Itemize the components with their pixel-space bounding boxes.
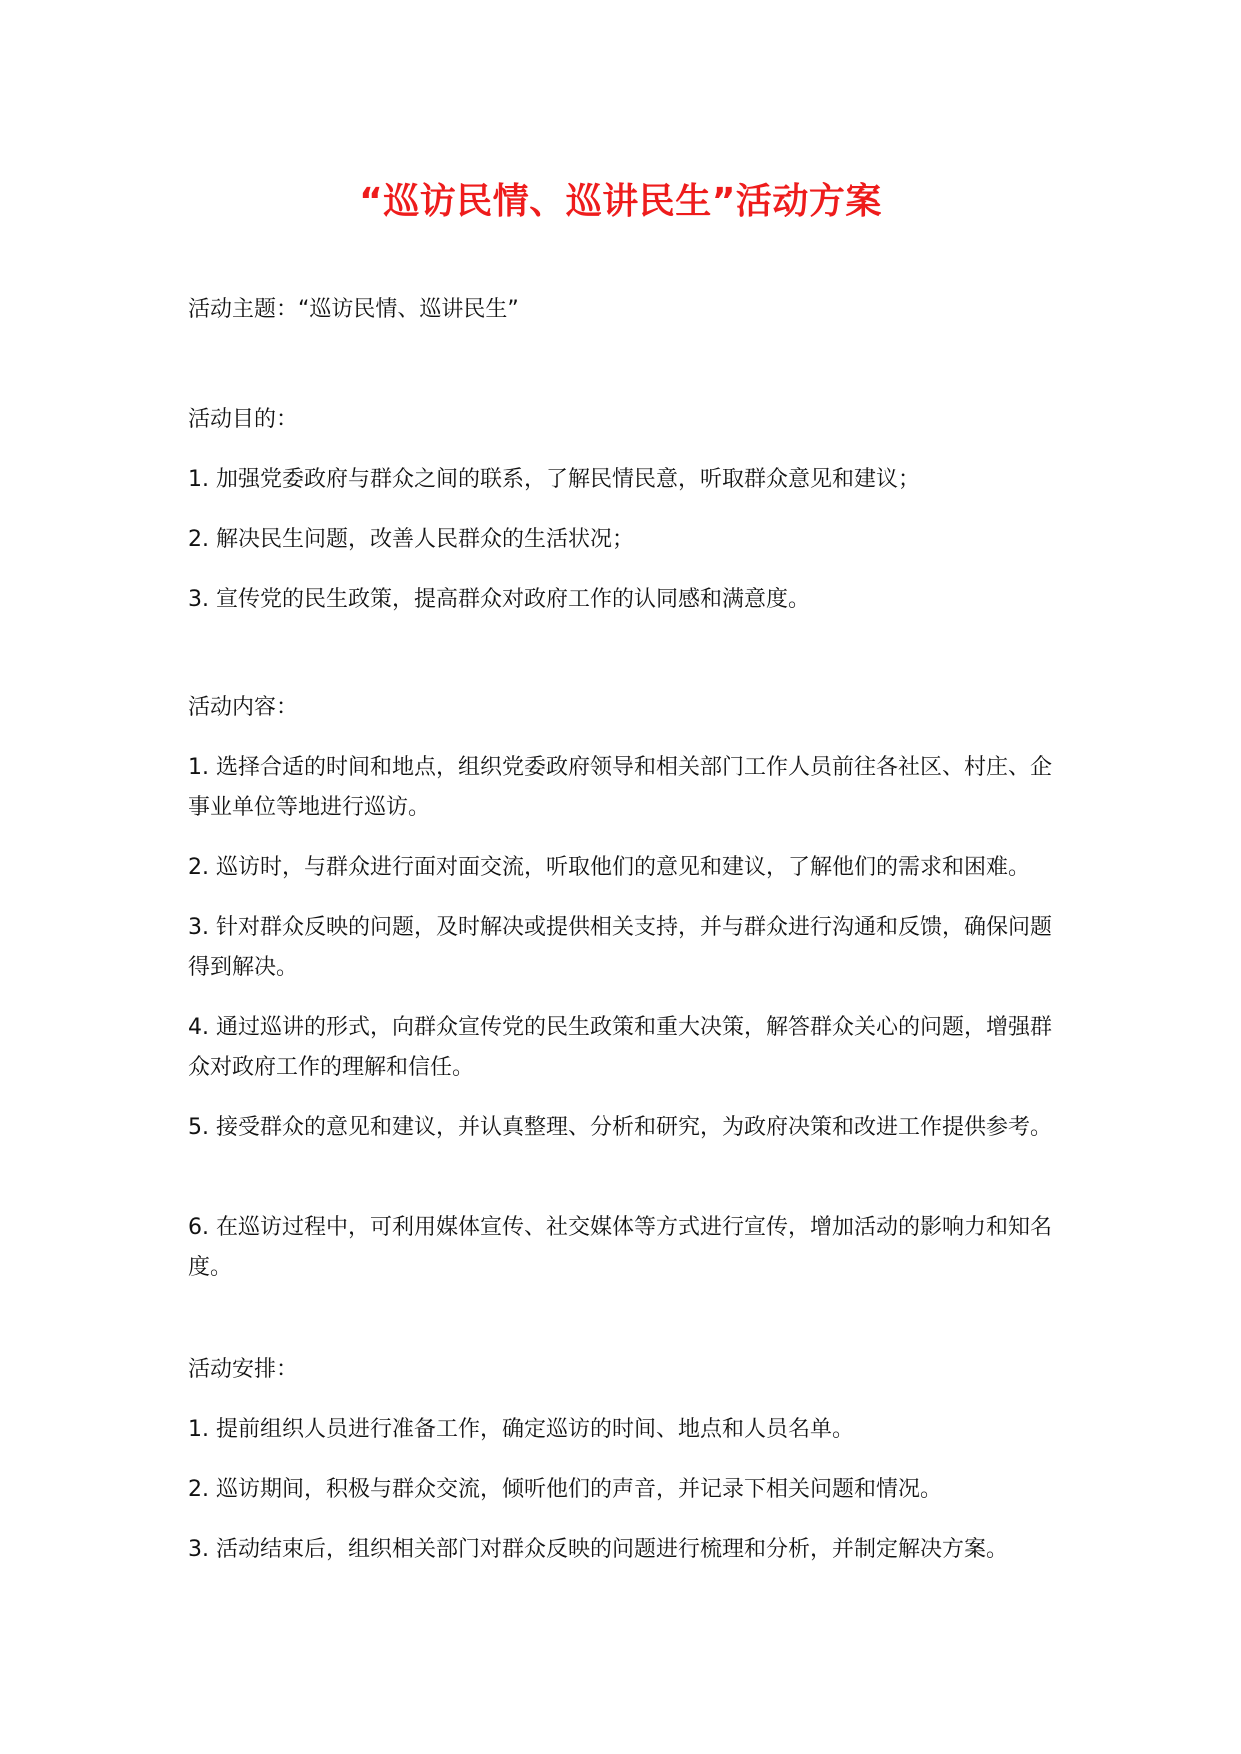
document-title: “巡访民情、巡讲民生”活动方案 bbox=[359, 181, 882, 222]
purpose-item: 3. 宣传党的民生政策，提高群众对政府工作的认同感和满意度。 bbox=[188, 587, 810, 612]
arrangement-item: 1. 提前组织人员进行准备工作，确定巡访的时间、地点和人员名单。 bbox=[188, 1417, 854, 1442]
arrangement-item: 3. 活动结束后，组织相关部门对群众反映的问题进行梳理和分析，并制定解决方案。 bbox=[188, 1537, 1008, 1562]
theme-line: 活动主题：“巡访民情、巡讲民生” bbox=[188, 297, 519, 322]
arrangement-heading: 活动安排： bbox=[188, 1357, 299, 1382]
purpose-item: 2. 解决民生问题，改善人民群众的生活状况； bbox=[188, 527, 634, 552]
arrangement-item: 2. 巡访期间，积极与群众交流，倾听他们的声音，并记录下相关问题和情况。 bbox=[188, 1477, 942, 1502]
content-item: 2. 巡访时，与群众进行面对面交流，听取他们的意见和建议，了解他们的需求和困难。 bbox=[188, 855, 1030, 880]
content-item: 1. 选择合适的时间和地点，组织党委政府领导和相关部门工作人员前往各社区、村庄、企事业单位等地进行巡访。 bbox=[188, 755, 1052, 820]
content-heading: 活动内容： bbox=[188, 695, 299, 720]
purpose-heading: 活动目的： bbox=[188, 407, 299, 432]
content-item: 3. 针对群众反映的问题，及时解决或提供相关支持，并与群众进行沟通和反馈，确保问题得到解决。 bbox=[188, 915, 1052, 980]
purpose-item: 1. 加强党委政府与群众之间的联系，了解民情民意，听取群众意见和建议； bbox=[188, 467, 920, 492]
content-item: 4. 通过巡讲的形式，向群众宣传党的民生政策和重大决策，解答群众关心的问题，增强群众对政府工作的理解和信任。 bbox=[188, 1015, 1052, 1080]
content-item: 5. 接受群众的意见和建议，并认真整理、分析和研究，为政府决策和改进工作提供参考。 bbox=[188, 1115, 1052, 1140]
content-item: 6. 在巡访过程中，可利用媒体宣传、社交媒体等方式进行宣传，增加活动的影响力和知名度。 bbox=[188, 1215, 1052, 1280]
